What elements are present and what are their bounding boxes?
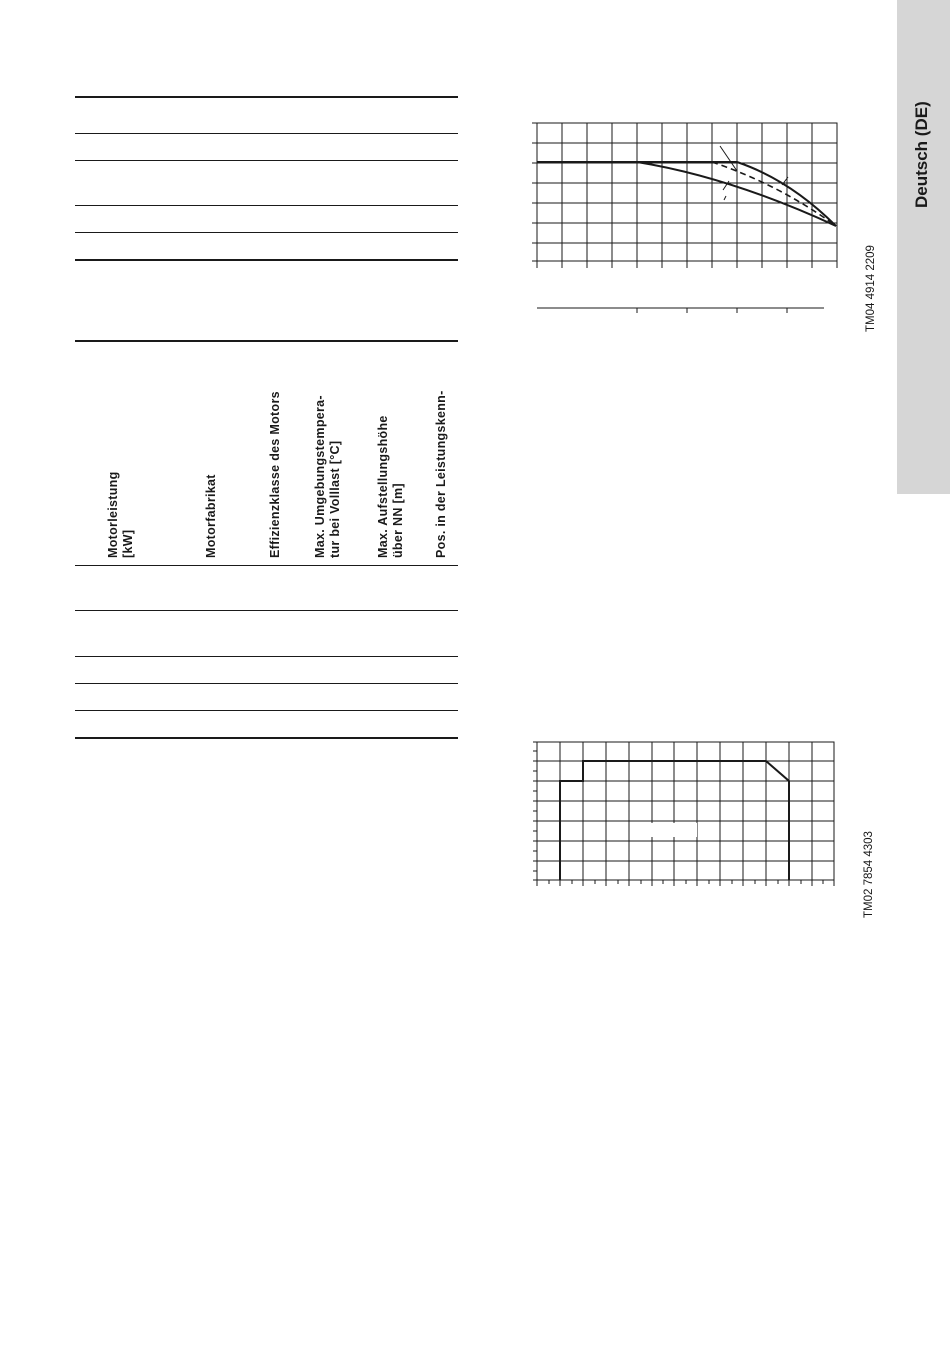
language-label: Deutsch (DE) [912, 101, 931, 208]
table-rule [75, 737, 458, 739]
header-motor-power: Motorleistung [kW] [106, 471, 135, 558]
table-rule [75, 96, 458, 98]
table-rule [75, 610, 458, 611]
table-rule [75, 205, 458, 206]
header-max-altitude: Max. Aufstellungshöhe über NN [m] [376, 415, 405, 558]
table-rule [75, 683, 458, 684]
table-rule [75, 133, 458, 134]
derating-chart [520, 115, 850, 320]
table-rule [75, 259, 458, 261]
language-tab [897, 0, 950, 494]
header-curve-position: Pos. in der Leistungskenn- [434, 390, 448, 558]
table-rule [75, 656, 458, 657]
header-max-ambient-temp: Max. Umgebungstempera- tur bei Volllast [°C] [313, 395, 342, 558]
annotation-leader [724, 196, 726, 200]
figure-code-operating-range: TM02 7854 4303 [863, 831, 875, 918]
annotation-leader [720, 146, 737, 171]
operating-range-chart [520, 735, 850, 895]
label-blank-area [647, 823, 697, 837]
derating-curve-dashed [712, 162, 836, 226]
table-rule [75, 340, 458, 342]
header-efficiency-class: Effizienzklasse des Motors [268, 391, 282, 558]
figure-code-derating: TM04 4914 2209 [865, 245, 877, 332]
table-rule [75, 232, 458, 233]
header-motor-make: Motorfabrikat [204, 474, 218, 558]
table-rule [75, 710, 458, 711]
table-rule [75, 160, 458, 161]
table-rule [75, 565, 458, 566]
